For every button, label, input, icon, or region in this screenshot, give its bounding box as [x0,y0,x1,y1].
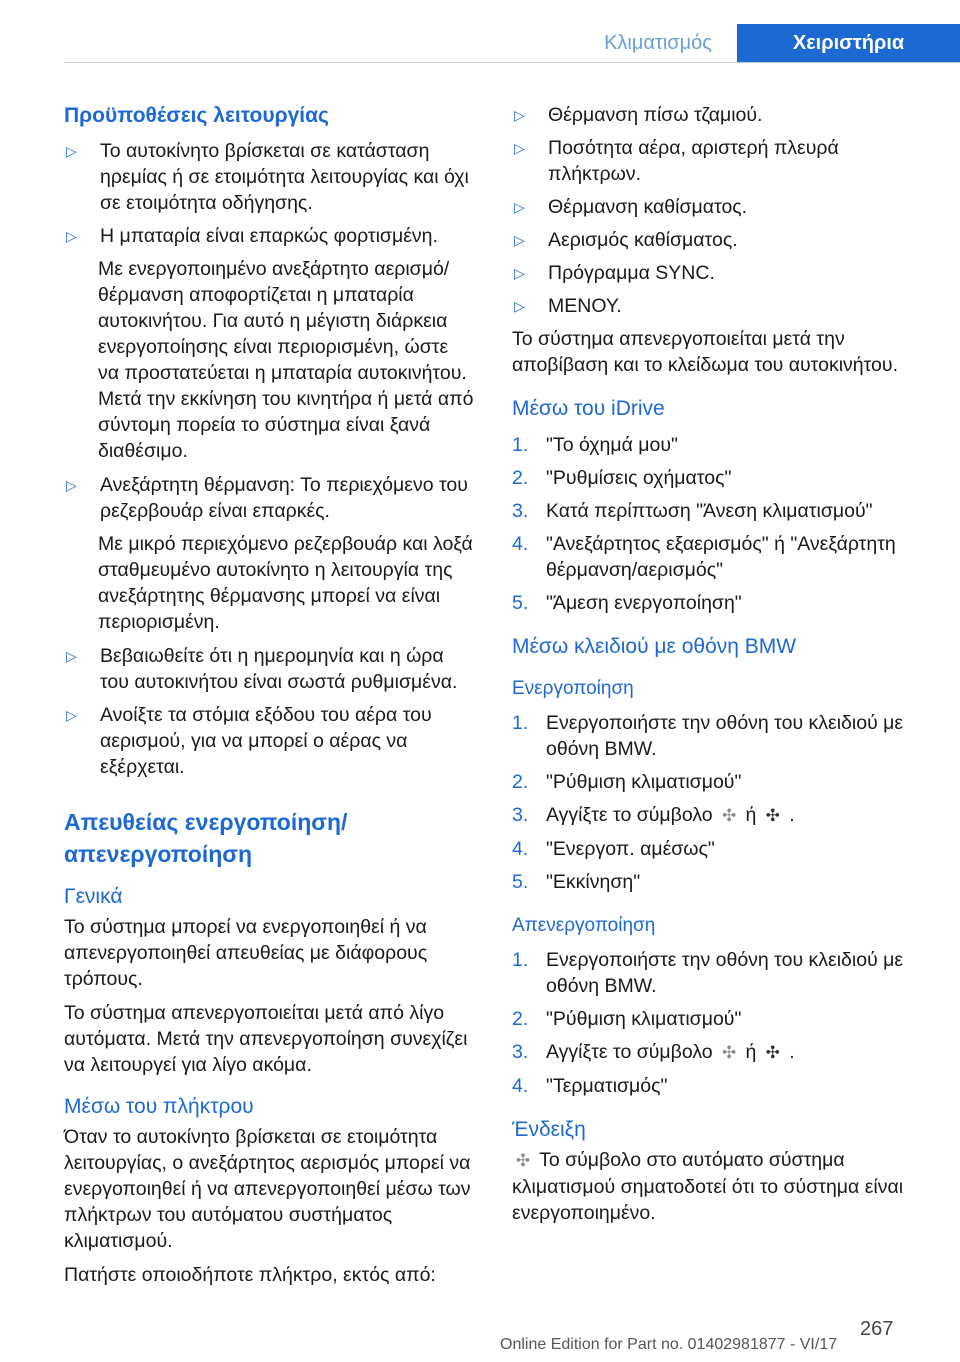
footer-text: Online Edition for Part no. 01402981877 - VI/17 [500,1336,838,1353]
list-item: ▷ Θέρμανση καθίσματος. [514,196,748,218]
right-column [512,102,928,1234]
list-item: 5. "Εκκίνηση" [512,871,641,893]
triangle-right-icon: ▷ [514,298,525,314]
button-paragraph: Όταν το αυτοκίνητο βρίσκεται σε ετοιμότητα λειτουργίας, ο ανεξάρτητος αερισμός μπορεί να ενεργοποιηθεί ή να απενεργοποιηθεί μέσω των πλήκτρων του αυτόματου συστήματος κλιματισμού. [64,1126,471,1252]
general-paragraph: Το σύστημα μπορεί να ενεργοποιηθεί ή να απενεργοποιηθεί απευθείας με διάφορους τρόπους. [64,916,428,990]
list-item: 4. "Ενεργοπ. αμέσως" [512,838,715,860]
triangle-right-icon: ▷ [66,143,77,159]
idrive-heading: Μέσω του iDrive [512,397,665,420]
list-item: 2. "Ρύθμιση κλιματισμού" [512,771,742,793]
list-item: 4. "Τερματισμός" [512,1075,668,1097]
indication-paragraph: ✣ Το σύμβολο στο αυτόματο σύστημα κλιματισμού σηματοδοτεί ότι το σύστημα είναι ενεργοποιημένο. [512,1149,904,1224]
list-item: 3. Αγγίξτε το σύμβολο ✣ ή ✣ . [512,1039,928,1066]
triangle-right-icon: ▷ [66,707,77,723]
list-item: ▷ Αερισμός καθίσματος. [514,229,738,251]
fan-icon: ✣ [515,1151,531,1170]
list-item: 2. "Ρύθμιση κλιματισμού" [512,1008,742,1030]
button-heading: Μέσω του πλήκτρου [64,1095,254,1118]
list-item: ▷ Η μπαταρία είναι επαρκώς φορτισμένη. [66,225,438,247]
key-heading: Μέσω κλειδιού με οθόνη BMW [512,635,797,658]
list-item: ▷ Ποσότητα αέρα, αριστερή πλευρά πλήκτρων. [514,137,839,185]
indication-heading: Ένδειξη [512,1118,586,1141]
list-item-note: Με ενεργοποιημένο ανεξάρτητο αερισμό/θέρμανση αποφορτίζεται η μπαταρία αυτοκινήτου. Για αυτό η μέγιστη διάρκεια ενεργοποίησης είναι περιορισμένη, ώστε να προστατεύεται η μπαταρία αυτοκινήτου. Μετά την εκκίνηση του κινητήρα ή μετά από σύντομη πορεία το σύστημα είναι ξανά διαθέσιμο. [98,258,474,462]
list-item: 5. "Άμεση ενεργοποίηση" [512,592,742,614]
list-item: 4. "Ανεξάρτητος εξαερισμός" ή "Ανεξάρτητη θέρμανση/αερισμός" [512,533,896,581]
triangle-right-icon: ▷ [514,140,525,156]
general-paragraph: Το σύστημα απενεργοποιείται μετά από λίγο αυτόματα. Μετά την απενεργοποίηση συνεχίζει να λειτουργεί για λίγο ακόμα. [64,1002,468,1076]
triangle-right-icon: ▷ [66,477,77,493]
list-item: 2. "Ρυθμίσεις οχήματος" [512,467,732,489]
page-number: 267 [860,1318,894,1340]
activate-heading: Ενεργοποίηση [512,678,634,699]
list-item: ▷ ΜΕΝΟΥ. [514,295,622,317]
list-item: ▷ Ανεξάρτητη θέρμανση: Το περιεχόμενο του ρεζερβουάρ είναι επαρκές. [66,474,468,522]
list-item: ▷ Θέρμανση πίσω τζαμιού. [514,104,763,126]
list-item-note: Με μικρό περιεχόμενο ρεζερβουάρ και λοξά σταθμευμένο αυτοκίνητο η λειτουργία της ανεξάρτητης θέρμανσης μπορεί να είναι περιορισμένη. [98,533,473,633]
list-item: 1. Ενεργοποιήστε την οθόνη του κλειδιού με οθόνη BMW. [512,949,904,997]
off-paragraph: Το σύστημα απενεργοποιείται μετά την αποβίβαση και το κλείδωμα του αυτοκινήτου. [512,328,898,376]
fan-icon: ✣ [721,1043,737,1062]
fan-sun-icon: ✣ [765,1043,780,1062]
list-item: ▷ Το αυτοκίνητο βρίσκεται σε κατάσταση ηρεμίας ή σε ετοιμότητα λειτουργίας και όχι σε ετοιμότητα οδήγησης. [66,140,469,214]
triangle-right-icon: ▷ [66,228,77,244]
list-item: 3. Αγγίξτε το σύμβολο ✣ ή ✣ . [512,802,928,829]
button-paragraph: Πατήστε οποιοδήποτε πλήκτρο, εκτός από: [64,1264,436,1286]
deactivate-heading: Απενεργοποίηση [512,915,656,936]
prereq-heading: Προϋποθέσεις λειτουργίας [64,104,329,127]
fan-icon: ✣ [721,806,737,825]
triangle-right-icon: ▷ [514,107,525,123]
chapter-tab: Χειριστήρια [737,24,960,62]
triangle-right-icon: ▷ [514,199,525,215]
fan-sun-icon: ✣ [765,806,780,825]
triangle-right-icon: ▷ [514,232,525,248]
list-item: ▷ Βεβαιωθείτε ότι η ημερομηνία και η ώρα του αυτοκινήτου είναι σωστά ρυθμισμένα. [66,645,458,693]
list-item: 3. Κατά περίπτωση "Άνεση κλιματισμού" [512,500,873,522]
list-item: ▷ Ανοίξτε τα στόμια εξόδου του αέρα του αερισμού, για να μπορεί ο αέρας να εξέρχεται. [66,704,432,778]
list-item: 1. Ενεργοποιήστε την οθόνη του κλειδιού με οθόνη BMW. [512,712,904,760]
left-column [64,102,474,1296]
list-item: ▷ Πρόγραμμα SYNC. [514,262,715,284]
triangle-right-icon: ▷ [514,265,525,281]
general-heading: Γενικά [64,885,123,908]
direct-heading: Απευθείας ενεργοποίηση/απενεργοποίηση [64,809,348,867]
list-item: 1. "Το όχημά μου" [512,434,678,456]
header-rule [64,62,960,63]
page-header [0,24,960,62]
section-tab: Κλιματισμός [604,32,712,54]
triangle-right-icon: ▷ [66,648,77,664]
